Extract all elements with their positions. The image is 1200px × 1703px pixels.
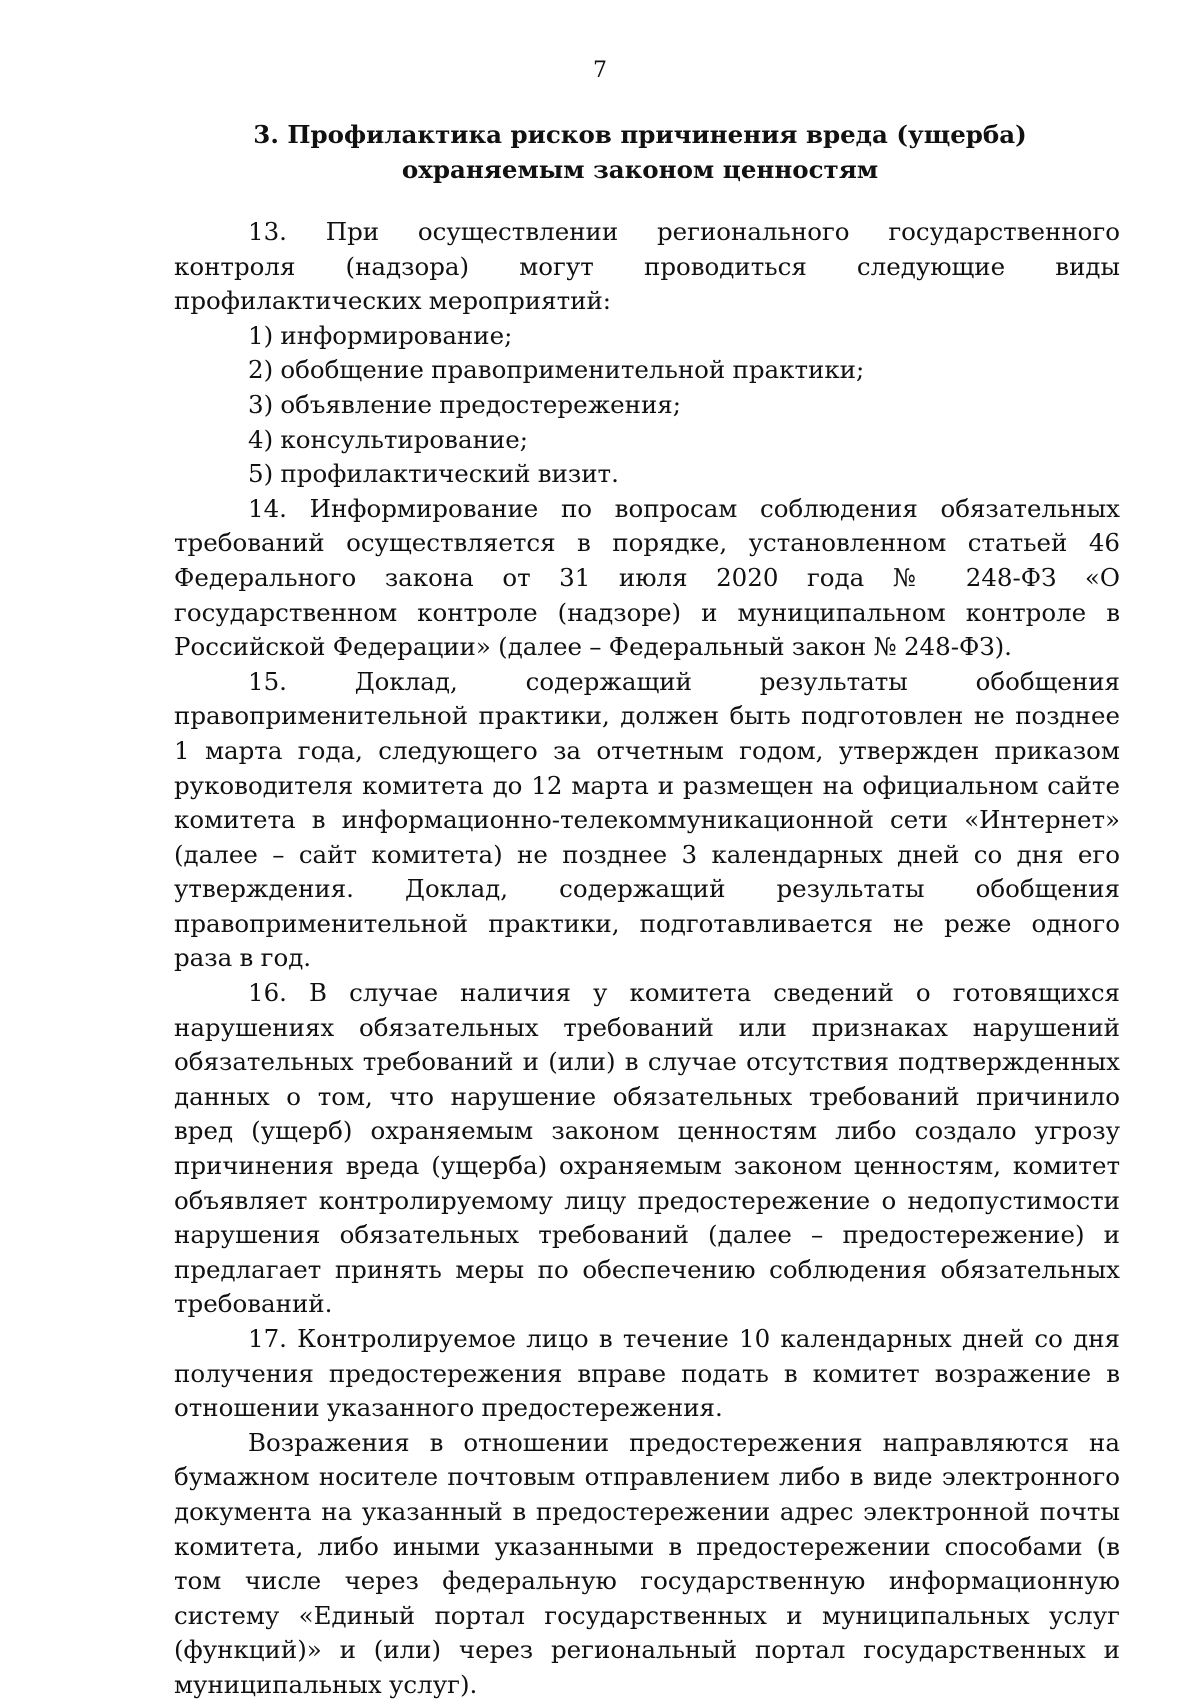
list-item-5: 5) профилактический визит. — [248, 459, 619, 489]
list-item-4: 4) консультирование; — [248, 424, 528, 454]
list-item-1: 1) информирование; — [248, 320, 513, 350]
document-body — [174, 215, 1120, 1703]
section-heading-line-2: охраняемым законом ценностям — [401, 155, 879, 184]
section-heading — [170, 117, 1110, 187]
list-item-3: 3) объявление предостережения; — [248, 389, 681, 419]
section-heading-line-1: 3. Профилактика рисков причинения вреда (ущерба) — [253, 120, 1027, 149]
paragraph-14: 14. Информирование по вопросам соблюдения обязательных требований осуществляется в порядке, установленном статьей 46 Федерального закона от 31 июля 2020 года № 248-ФЗ «О государственном контроле (надзоре) и муниципальном контроле в Российской Федерации» (далее – Федеральный закон № 248-ФЗ). — [174, 493, 1120, 662]
list-item-2: 2) обобщение правоприменительной практики; — [248, 355, 865, 385]
paragraph-objections: Возражения в отношении предостережения направляются на бумажном носителе почтовым отправлением либо в виде электронного документа на указанный в предостережении адрес электронной почты комитета, либо иными указанными в предостережении способами (в том числе через федеральную государственную информационную систему «Единый портал государственных и муниципальных услуг (функций)» и (или) через региональный портал государственных и муниципальных услуг). — [174, 1427, 1120, 1699]
page-number: 7 — [593, 58, 607, 83]
paragraph-16: 16. В случае наличия у комитета сведений о готовящихся нарушениях обязательных требований или признаках нарушений обязательных требований и (или) в случае отсутствия подтвержденных данных о том, что нарушение обязательных требований причинило вред (ущерб) охраняемым законом ценностям либо создало угрозу причинения вреда (ущерба) охраняемым законом ценностям, комитет объявляет контролируемому лицу предостережение о недопустимости нарушения обязательных требований (далее – предостережение) и предлагает принять меры по обеспечению соблюдения обязательных требований. — [174, 978, 1120, 1319]
paragraph-13: 13. При осуществлении регионального государственного контроля (надзора) могут проводиться следующие виды профилактических мероприятий: — [174, 217, 1120, 316]
paragraph-15: 15. Доклад, содержащий результаты обобщения правоприменительной практики, должен быть подготовлен не позднее 1 марта года, следующего за отчетным годом, утвержден приказом руководителя комитета до 12 марта и размещен на официальном сайте комитета в информационно-телекоммуникационной сети «Интернет» (далее – сайт комитета) не позднее 3 календарных дней со дня его утверждения. Доклад, содержащий результаты обобщения правоприменительной практики, подготавливается не реже одного раза в год. — [174, 666, 1120, 973]
paragraph-17: 17. Контролируемое лицо в течение 10 календарных дней со дня получения предостережения вправе подать в комитет возражение в отношении указанного предостережения. — [174, 1324, 1120, 1423]
